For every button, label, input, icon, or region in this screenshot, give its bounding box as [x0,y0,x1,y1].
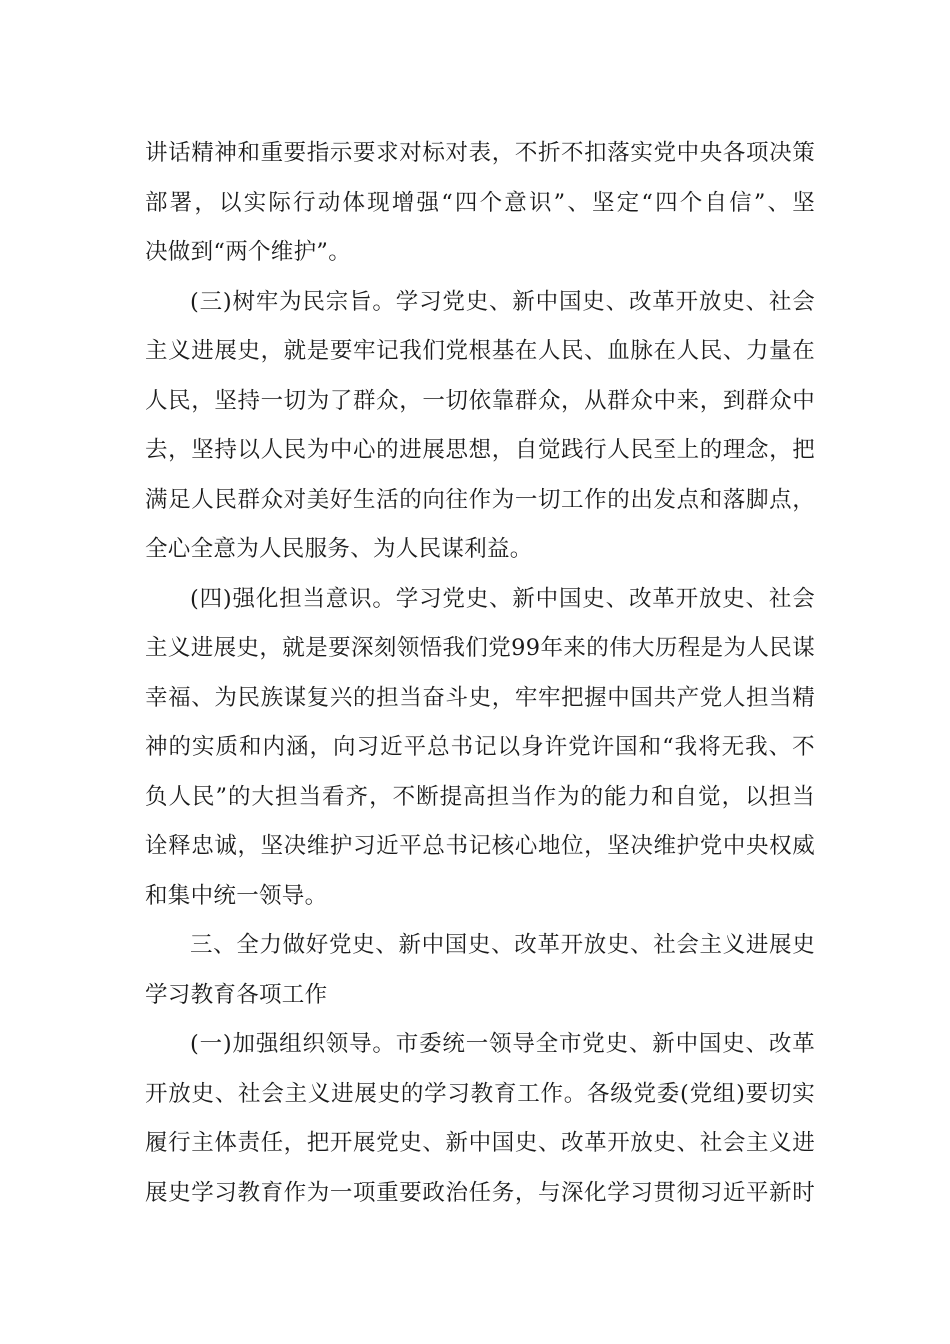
text-line: 主义进展史，就是要牢记我们党根基在人民、血脉在人民、力量在 [145,338,815,364]
text-line: 决做到“两个维护”。 [145,239,352,265]
text-line: 幸福、为民族谋复兴的担当奋斗史，牢牢把握中国共产党人担当精 [145,684,815,711]
text-line: 人民，坚持一切为了群众，一切依靠群众，从群众中来，到群众中 [145,387,815,414]
text-line: 主义进展史，就是要深刻领悟我们党99年来的伟大历程是为人民谋 [145,635,815,661]
text-line: 履行主体责任，把开展党史、新中国史、改革开放史、社会主义进 [145,1130,815,1156]
text-line: 讲话精神和重要指示要求对标对表，不折不扣落实党中央各项决策 [145,140,815,166]
text-line: 满足人民群众对美好生活的向往作为一切工作的出发点和落脚点， [145,486,815,513]
chapter-heading-3: 三、全力做好党史、新中国史、改革开放史、社会主义进展史 [190,932,815,958]
text-line: 诠释忠诚，坚决维护习近平总书记核心地位，坚决维护党中央权威 [145,833,815,859]
text-line: 展史学习教育作为一项重要政治任务，与深化学习贯彻习近平新时 [145,1179,815,1206]
section-heading-1: (一)加强组织领导。市委统一领导全市党史、新中国史、改革 [190,1031,815,1057]
text-line: 去，坚持以人民为中心的进展思想，自觉践行人民至上的理念，把 [145,437,815,463]
document-body [145,129,815,1218]
section-heading-3: (三)树牢为民宗旨。学习党史、新中国史、改革开放史、社会 [190,288,815,315]
text-line: 部署，以实际行动体现增强“四个意识”、坚定“四个自信”、坚 [145,189,815,216]
text-line: 和集中统一领导。 [145,882,328,909]
text-line: 开放史、社会主义进展史的学习教育工作。各级党委(党组)要切实 [145,1080,815,1107]
text-line: 全心全意为人民服务、为人民谋利益。 [145,536,533,562]
text-line: 神的实质和内涵，向习近平总书记以身许党许国和“我将无我、不 [145,734,815,760]
section-heading-4: (四)强化担当意识。学习党史、新中国史、改革开放史、社会 [190,585,815,612]
text-line: 学习教育各项工作 [145,981,328,1008]
text-line: 负人民”的大担当看齐，不断提高担当作为的能力和自觉，以担当 [145,783,815,810]
